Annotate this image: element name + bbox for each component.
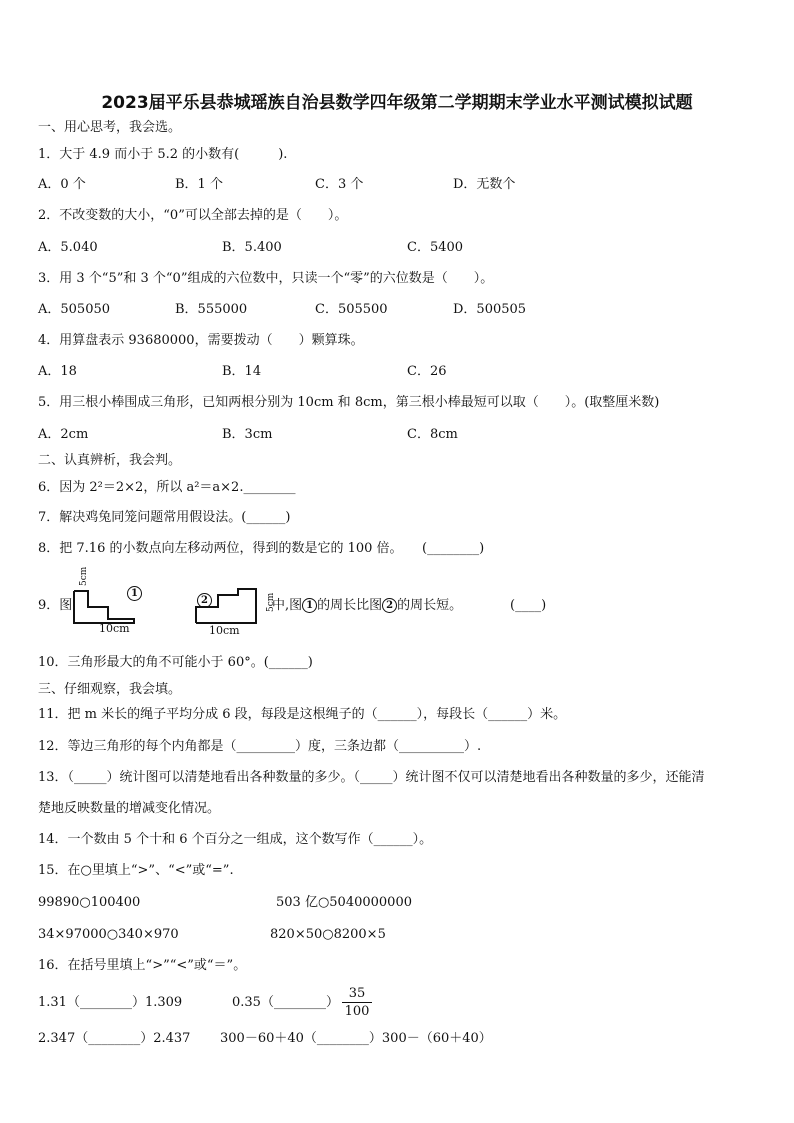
q1-option-b[interactable]: B．1 个 [175,177,223,192]
q16-item-c[interactable]: 2.347（________）2.437 [38,1031,191,1046]
q5-option-a[interactable]: A．2cm [38,427,89,442]
question-6: 6．因为 2²＝2×2，所以 a²＝a×2.________ [38,480,296,495]
question-12: 12．等边三角形的每个内角都是（_________）度，三条边都（__________）. [38,739,482,754]
q2-option-b[interactable]: B．5.400 [222,240,282,255]
figure-2-width-label: 10cm [209,624,240,637]
q15-item-4[interactable]: 820×50○8200×5 [270,927,386,942]
circle-1: 1 [302,598,317,613]
q16-item-b[interactable]: 0.35（________） [232,995,339,1010]
q2-option-a[interactable]: A．5.040 [38,240,98,255]
q16-fraction [342,985,372,1020]
q3-option-d[interactable]: D．500505 [453,302,527,317]
question-5: 5．用三根小棒围成三角形，已知两根分别为 10cm 和 8cm，第三根小棒最短可以取（ ）。(取整厘米数) [38,395,660,410]
question-9-prefix: 9．图 [38,598,73,613]
figure-1-label: 1 [127,585,142,603]
question-13-line1: 13．（_____）统计图可以清楚地看出各种数量的多少。（_____）统计图不仅可以清楚地看出各种数量的多少，还能清 [38,770,705,785]
q3-option-a[interactable]: A．505050 [38,302,111,317]
question-3: 3．用 3 个“5”和 3 个“0”组成的六位数中，只读一个“零”的六位数是（ ）。 [38,271,494,286]
question-11: 11．把 m 米长的绳子平均分成 6 段，每段是这根绳子的（______），每段长（______）米。 [38,707,567,722]
q4-option-b[interactable]: B．14 [222,364,262,379]
question-9-text: 中,图 1 的周长比图 2 的周长短。 [272,598,463,613]
page-title: 2023届平乐县恭城瑶族自治县数学四年级第二学期期末学业水平测试模拟试题 [101,93,693,113]
q3-option-b[interactable]: B．555000 [175,302,248,317]
figure-2-height-label: 5cm [266,592,276,612]
question-1: 1．大于 4.9 而小于 5.2 的小数有( ). [38,147,288,162]
q4-option-c[interactable]: C．26 [407,364,447,379]
question-9-blank[interactable]: (____) [510,598,547,613]
figure-1-height-label: 5cm [79,566,89,586]
figure-1-width-label: 10cm [99,622,130,635]
question-10: 10．三角形最大的角不可能小于 60°。(______) [38,655,313,670]
q1-option-d[interactable]: D．无数个 [453,177,516,192]
q1-option-c[interactable]: C．3 个 [315,177,364,192]
question-8: 8．把 7.16 的小数点向左移动两位，得到的数是它的 100 倍。 (________) [38,541,485,556]
q16-item-a[interactable]: 1.31（________）1.309 [38,995,183,1010]
question-7: 7．解决鸡兔同笼问题常用假设法。(______) [38,510,291,525]
question-16: 16．在括号里填上“>”“<”或“＝”。 [38,958,247,973]
q15-item-1[interactable]: 99890○100400 [38,895,141,910]
q15-item-3[interactable]: 34×97000○340×970 [38,927,179,942]
question-2: 2．不改变数的大小，“0”可以全部去掉的是（ ）。 [38,208,348,223]
question-14: 14．一个数由 5 个十和 6 个百分之一组成，这个数写作（______）。 [38,832,433,847]
q3-option-c[interactable]: C．505500 [315,302,388,317]
q5-option-c[interactable]: C．8cm [407,427,458,442]
q15-item-2[interactable]: 503 亿○5040000000 [276,895,412,910]
fraction-denominator: 100 [344,1004,370,1019]
q16-item-d[interactable]: 300－60＋40（________）300－（60＋40） [220,1031,492,1046]
q4-option-a[interactable]: A．18 [38,364,77,379]
figure-1-outline [74,591,134,623]
circle-2: 2 [382,598,397,613]
q2-option-c[interactable]: C．5400 [407,240,464,255]
section-heading-3: 三、仔细观察，我会填。 [38,682,182,697]
fraction-numerator: 35 [342,985,372,1003]
q5-option-b[interactable]: B．3cm [222,427,273,442]
section-heading-2: 二、认真辨析，我会判。 [38,453,182,468]
q1-option-a[interactable]: A．0 个 [38,177,86,192]
figure-2-label: 2 [197,592,212,610]
question-4: 4．用算盘表示 93680000，需要拨动（ ）颗算珠。 [38,333,364,348]
question-15: 15．在○里填上“>”、“<”或“=”. [38,863,234,878]
section-heading-1: 一、用心思考，我会选。 [38,120,182,135]
question-13-line2: 楚地反映数量的增减变化情况。 [38,801,221,816]
